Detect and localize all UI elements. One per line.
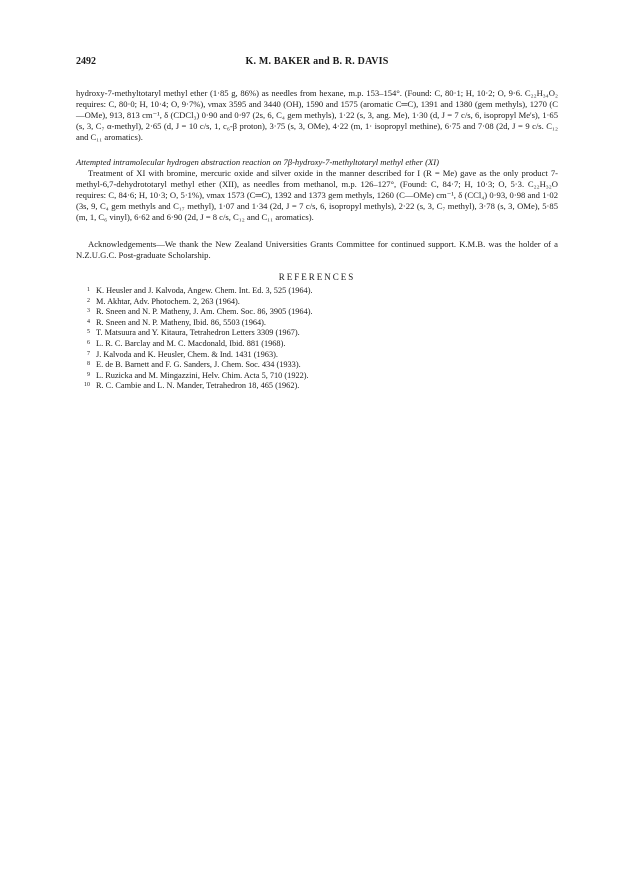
acknowledgements: Acknowledgements—We thank the New Zealand Universities Grants Committee for continued support. K.M.B. was the holder of a N.Z.U.G.C. Post-graduate Scholarship. xyxy=(76,239,558,260)
reference-number: 7 xyxy=(87,350,90,357)
reference-list xyxy=(76,286,558,392)
reference-item xyxy=(76,318,558,329)
reference-text: J. Kalvoda and K. Heusler, Chem. & Ind. 1431 (1963). xyxy=(96,349,278,359)
reference-item xyxy=(76,350,558,361)
running-title: K. M. BAKER and B. R. DAVIS xyxy=(245,56,389,67)
reference-number: 5 xyxy=(87,329,90,336)
reference-item xyxy=(76,307,558,318)
reference-text: K. Heusler and J. Kalvoda, Angew. Chem. Int. Ed. 3, 525 (1964). xyxy=(96,286,313,295)
reference-text: R. Sneen and N. P. Matheny, J. Am. Chem. Soc. 86, 3905 (1964). xyxy=(96,307,313,317)
reference-text: T. Matsuura and Y. Kitaura, Tetrahedron Letters 3309 (1967). xyxy=(96,328,300,338)
section-title: Attempted intramolecular hydrogen abstraction reaction on 7β-hydroxy-7-methyltotaryl methyl ether (XI) xyxy=(76,157,439,167)
page xyxy=(76,56,558,392)
reference-item xyxy=(76,381,558,392)
references-heading: REFERENCES xyxy=(278,272,356,282)
paragraph-experimental: Treatment of XI with bromine, mercuric oxide and silver oxide in the manner described for I (R = Me) gave as the only product 7-methyl-6,7-dehydrototaryl methyl ether (XII), as needles from methanol, m.p. 126–127°, (Found: C, 84·7; H, 10·3; O, 5·3. C₂₂H₃₂O requires: C, 84·6; H, 10·3; O, 5·1%), νmax 1573 (C═C), 1392 and 1373 gem methyls, 1260 (C—OMe) cm⁻¹, δ (CCl₄) 0·93, 0·98 and 1·02 (3s, 9, C₄ gem methyls and C₁₇ methyl), 1·07 and 1·34 (2d, J = 7 c/s, 6, isopropyl methyls), 2·22 (s, 3, C₇ methyl), 3·78 (s, 3, OMe), 5·85 (m, 1, C₆ vinyl), 6·62 and 6·90 (2d, J = 8 c/s, C₁₂ and C₁₁ aromatics). xyxy=(76,168,558,222)
reference-text: R. Sneen and N. P. Matheny, Ibid. 86, 5503 (1964). xyxy=(96,317,266,327)
reference-text: L. Ruzicka and M. Mingazzini, Helv. Chim. Acta 5, 710 (1922). xyxy=(96,370,309,380)
reference-number: 4 xyxy=(87,318,90,325)
reference-number: 9 xyxy=(87,371,90,378)
reference-number: 2 xyxy=(87,297,90,304)
reference-item xyxy=(76,360,558,371)
page-number: 2492 xyxy=(76,56,96,67)
reference-number: 6 xyxy=(87,339,90,346)
reference-number: 3 xyxy=(87,308,90,315)
reference-number: 8 xyxy=(87,361,90,368)
reference-number: 10 xyxy=(84,382,90,389)
reference-item xyxy=(76,371,558,382)
reference-text: E. de B. Barnett and F. G. Sanders, J. Chem. Soc. 434 (1933). xyxy=(96,360,301,370)
paragraph-continued: hydroxy-7-methyltotaryl methyl ether (1·85 g, 86%) as needles from hexane, m.p. 153–154°. (Found: C, 80·1; H, 10·2; O, 9·6. C₂₂H₃₄O₂ requires: C, 80·0; H, 10·4; O, 9·7%), νmax 3595 and 3440 (OH), 1590 and 1575 (aromatic C═C), 1391 and 1380 (gem methyls), 1270 (C—OMe), 913, 813 cm⁻¹, δ (CDCl₃) 0·90 and 0·97 (2s, 6, C₄ gem methyls), 1·22 (s, 3, ang. Me), 1·30 (d, J = 7 c/s, 6, isopropyl Me's), 1·65 (s, 3, C₇ α-methyl), 2·65 (d, J = 10 c/s, 1, c₆-β proton), 3·75 (s, 3, OMe), 4·22 (m, 1· isopropyl methine), 6·75 and 7·08 (2d, J = 9 c/s. C₁₂ and C₁₁ aromatics). xyxy=(76,88,558,142)
reference-number: 1 xyxy=(87,287,90,293)
reference-item xyxy=(76,339,558,350)
reference-item xyxy=(76,328,558,339)
reference-text: M. Akhtar, Adv. Photochem. 2, 263 (1964). xyxy=(96,296,240,306)
page-header xyxy=(76,56,558,70)
reference-text: L. R. C. Barclay and M. C. Macdonald, Ibid. 881 (1968). xyxy=(96,338,286,348)
reference-text: R. C. Cambie and L. N. Mander, Tetrahedron 18, 465 (1962). xyxy=(96,381,300,391)
reference-item xyxy=(76,297,558,308)
reference-item xyxy=(76,286,558,297)
